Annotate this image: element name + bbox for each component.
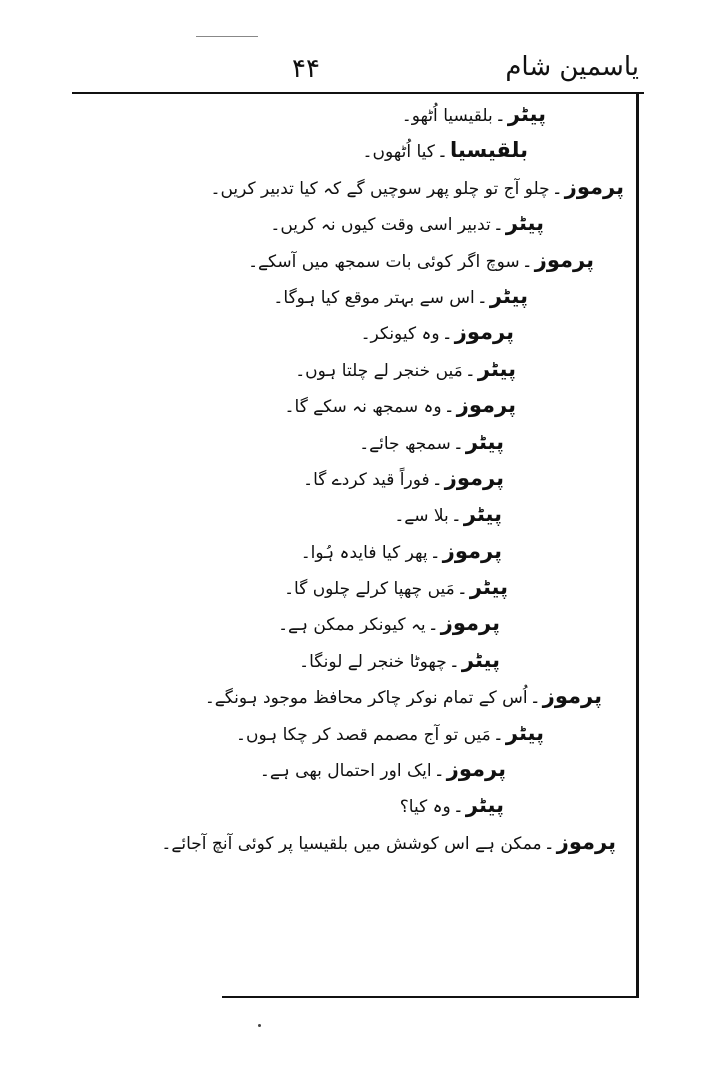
speaker-separator: ۔ xyxy=(443,395,455,418)
speech-text: فوراً قید کردے گا۔ xyxy=(303,469,430,490)
speaker-separator: ۔ xyxy=(452,431,464,454)
dialogue-line xyxy=(120,314,626,350)
speaker-separator: ۔ xyxy=(427,613,439,636)
speaker-separator: ۔ xyxy=(452,795,464,818)
dialogue-line xyxy=(120,132,626,168)
speech-text: وہ کیونکر۔ xyxy=(360,324,440,345)
speaker-name: پرموز xyxy=(456,393,516,418)
speech-text: مَیں تو آج مصمم قصد کر چکا ہوں۔ xyxy=(236,724,491,745)
dialogue-line xyxy=(120,169,626,205)
speaker-separator: ۔ xyxy=(529,686,541,709)
frame-right-rule xyxy=(636,92,639,998)
page-header xyxy=(0,52,703,92)
speaker-name: پیٹر xyxy=(461,647,500,672)
speaker-name: پیٹر xyxy=(465,429,504,454)
speech-text: چلو آج تو چلو پھر سوچیں گے کہ کیا تدبیر کریں۔ xyxy=(210,178,550,199)
speaker-separator: ۔ xyxy=(429,540,441,563)
speech-text: چھوٹا خنجر لے لونگا۔ xyxy=(299,651,447,672)
speech-text: ممکن ہے اس کوشش میں بلقیسیا پر کوئی آنچ آجائے۔ xyxy=(161,833,542,854)
speech-text: اس سے بہتر موقع کیا ہوگا۔ xyxy=(273,287,475,308)
dialogue-line xyxy=(120,824,626,860)
dialogue-line xyxy=(120,533,626,569)
speaker-name: بلقیسیا xyxy=(450,138,528,163)
speaker-name: پرموز xyxy=(542,684,602,709)
speaker-separator: ۔ xyxy=(433,759,445,782)
dialogue-line xyxy=(120,642,626,678)
speaker-separator: ۔ xyxy=(441,322,453,345)
dialogue-line xyxy=(120,787,626,823)
speaker-name: پیٹر xyxy=(477,356,516,381)
speaker-separator: ۔ xyxy=(450,504,462,527)
speech-text: بلقیسیا اُٹھو۔ xyxy=(401,106,493,126)
dialogue-line xyxy=(120,96,626,132)
dialogue-line xyxy=(120,424,626,460)
frame-top-rule xyxy=(72,92,644,94)
speaker-name: پیٹر xyxy=(505,211,544,236)
speaker-name: پیٹر xyxy=(505,720,544,745)
speech-text: سوچ اگر کوئی بات سمجھ میں آسکے۔ xyxy=(248,251,520,272)
speaker-name: پرموز xyxy=(440,611,500,636)
speech-text: وہ سمجھ نہ سکے گا۔ xyxy=(284,397,442,418)
speech-text: ایک اور احتمال بھی ہے۔ xyxy=(259,761,432,782)
speaker-name: پیٹر xyxy=(463,502,502,527)
speaker-separator: ۔ xyxy=(521,249,533,272)
speaker-name: پرموز xyxy=(444,465,504,490)
speech-text: پھر کیا فایدہ ہُوا۔ xyxy=(300,542,428,563)
dialogue-line xyxy=(120,351,626,387)
speaker-name: پیٹر xyxy=(465,793,504,818)
speech-text: مَیں خنجر لے چلتا ہوں۔ xyxy=(295,360,463,381)
speech-text: کیا اُٹھوں۔ xyxy=(362,142,435,163)
speech-text: مَیں چھپا کرلے چلوں گا۔ xyxy=(284,579,455,600)
speaker-name: پرموز xyxy=(556,829,616,854)
speaker-separator: ۔ xyxy=(431,467,443,490)
dialogue-line xyxy=(120,605,626,641)
dialogue-line xyxy=(120,278,626,314)
dialogue-line xyxy=(120,205,626,241)
dialogue-list xyxy=(120,96,626,860)
scan-speck xyxy=(258,1024,261,1027)
speaker-name: پرموز xyxy=(454,320,514,345)
speech-text: بلا سے۔ xyxy=(394,506,449,527)
speaker-separator: ۔ xyxy=(436,140,449,163)
dialogue-line xyxy=(120,460,626,496)
frame-bottom-rule xyxy=(222,996,639,998)
speaker-separator: ۔ xyxy=(492,722,504,745)
dialogue-line xyxy=(120,678,626,714)
speaker-name: پرموز xyxy=(442,538,502,563)
page-number: ۴۴ xyxy=(292,54,320,84)
speaker-name: پیٹر xyxy=(489,283,528,308)
speaker-name: پیٹر xyxy=(469,575,508,600)
speaker-separator: ۔ xyxy=(492,213,504,236)
speaker-separator: ۔ xyxy=(476,285,488,308)
speaker-name: پیٹر xyxy=(507,102,546,126)
speech-text: اُس کے تمام نوکر چاکر محافظ موجود ہونگے۔ xyxy=(204,688,528,709)
dialogue-line xyxy=(120,242,626,278)
dialogue-line xyxy=(120,569,626,605)
speaker-name: پرموز xyxy=(446,757,506,782)
speaker-separator: ۔ xyxy=(464,358,476,381)
dialogue-line xyxy=(120,715,626,751)
dialogue-line xyxy=(120,496,626,532)
speaker-separator: ۔ xyxy=(543,831,555,854)
speaker-name: پرموز xyxy=(534,247,594,272)
speaker-separator: ۔ xyxy=(551,176,563,199)
speech-text: سمجھ جائے۔ xyxy=(359,433,451,454)
speaker-separator: ۔ xyxy=(448,649,460,672)
speech-text: یہ کیونکر ممکن ہے۔ xyxy=(278,615,426,636)
speaker-separator: ۔ xyxy=(456,577,468,600)
dialogue-line xyxy=(120,751,626,787)
speech-text: تدبیر اسی وقت کیوں نہ کریں۔ xyxy=(270,215,491,236)
speech-text: وہ کیا؟ xyxy=(399,797,451,818)
dialogue-line xyxy=(120,387,626,423)
running-title: یاسمین شام xyxy=(505,52,639,82)
speaker-name: پرموز xyxy=(564,174,624,199)
speaker-separator: ۔ xyxy=(494,104,506,126)
top-scan-mark xyxy=(196,36,258,37)
